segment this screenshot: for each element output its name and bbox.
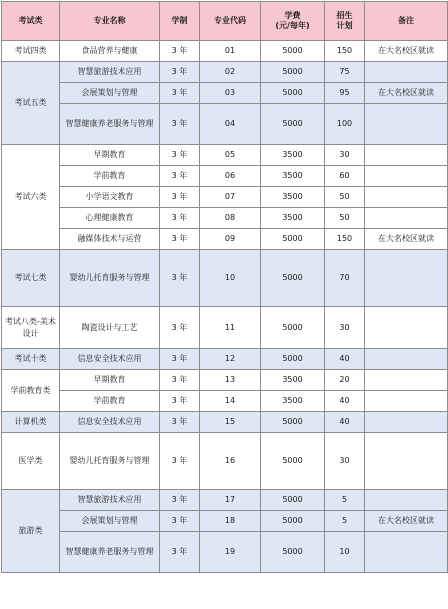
plan-cell: 40 [325, 412, 365, 433]
note-cell [365, 412, 448, 433]
category-cell: 考试六类 [2, 145, 60, 250]
major-cell: 智慧旅游技术应用 [60, 62, 160, 83]
note-cell: 在大名校区就读 [365, 511, 448, 532]
code-cell: 06 [200, 166, 261, 187]
plan-cell: 5 [325, 511, 365, 532]
duration-cell: 3 年 [160, 307, 200, 349]
duration-cell: 3 年 [160, 83, 200, 104]
code-cell: 13 [200, 370, 261, 391]
note-cell [365, 433, 448, 490]
table-row [2, 208, 448, 229]
header-duration: 学制 [160, 2, 200, 41]
table-row [2, 83, 448, 104]
header-row [2, 2, 448, 41]
code-cell: 14 [200, 391, 261, 412]
major-cell: 智慧健康养老服务与管理 [60, 104, 160, 145]
duration-cell: 3 年 [160, 349, 200, 370]
note-cell [365, 166, 448, 187]
code-cell: 01 [200, 41, 261, 62]
fee-cell: 3500 [261, 166, 325, 187]
table-row [2, 41, 448, 62]
category-cell: 医学类 [2, 433, 60, 490]
note-cell [365, 370, 448, 391]
duration-cell: 3 年 [160, 391, 200, 412]
note-cell [365, 104, 448, 145]
fee-cell: 5000 [261, 83, 325, 104]
major-cell: 食品营养与健康 [60, 41, 160, 62]
major-cell: 信息安全技术应用 [60, 412, 160, 433]
duration-cell: 3 年 [160, 187, 200, 208]
plan-cell: 10 [325, 532, 365, 573]
note-cell: 在大名校区就读 [365, 83, 448, 104]
note-cell [365, 187, 448, 208]
note-cell [365, 250, 448, 307]
major-cell: 早期教育 [60, 145, 160, 166]
fee-cell: 3500 [261, 187, 325, 208]
category-cell: 学前教育类 [2, 370, 60, 412]
major-cell: 小学语文教育 [60, 187, 160, 208]
header-category: 考试类 [2, 2, 60, 41]
category-cell: 考试八类-美术设计 [2, 307, 60, 349]
table-row [2, 145, 448, 166]
major-cell: 心理健康教育 [60, 208, 160, 229]
duration-cell: 3 年 [160, 62, 200, 83]
duration-cell: 3 年 [160, 229, 200, 250]
major-cell: 婴幼儿托育服务与管理 [60, 250, 160, 307]
header-fee [261, 2, 325, 41]
fee-cell: 5000 [261, 412, 325, 433]
code-cell: 03 [200, 83, 261, 104]
plan-cell: 5 [325, 490, 365, 511]
fee-cell: 5000 [261, 62, 325, 83]
table-row [2, 532, 448, 573]
fee-cell: 5000 [261, 532, 325, 573]
table-row [2, 349, 448, 370]
duration-cell: 3 年 [160, 41, 200, 62]
plan-cell: 75 [325, 62, 365, 83]
fee-cell: 3500 [261, 145, 325, 166]
header-major: 专业名称 [60, 2, 160, 41]
plan-cell: 100 [325, 104, 365, 145]
plan-cell: 30 [325, 145, 365, 166]
code-cell: 02 [200, 62, 261, 83]
plan-cell: 30 [325, 433, 365, 490]
note-cell [365, 208, 448, 229]
plan-cell: 60 [325, 166, 365, 187]
duration-cell: 3 年 [160, 370, 200, 391]
note-cell [365, 62, 448, 83]
plan-cell: 30 [325, 307, 365, 349]
category-cell: 考试五类 [2, 62, 60, 145]
enrollment-table [1, 1, 448, 573]
note-cell [365, 490, 448, 511]
fee-cell: 5000 [261, 229, 325, 250]
code-cell: 16 [200, 433, 261, 490]
duration-cell: 3 年 [160, 250, 200, 307]
table-row [2, 166, 448, 187]
plan-cell: 50 [325, 187, 365, 208]
duration-cell: 3 年 [160, 104, 200, 145]
duration-cell: 3 年 [160, 145, 200, 166]
table-row [2, 490, 448, 511]
header-code: 专业代码 [200, 2, 261, 41]
duration-cell: 3 年 [160, 490, 200, 511]
major-cell: 早期教育 [60, 370, 160, 391]
fee-cell: 3500 [261, 370, 325, 391]
major-cell: 婴幼儿托育服务与管理 [60, 433, 160, 490]
plan-cell: 40 [325, 391, 365, 412]
plan-cell: 20 [325, 370, 365, 391]
category-cell: 旅游类 [2, 490, 60, 573]
note-cell [365, 349, 448, 370]
code-cell: 08 [200, 208, 261, 229]
fee-cell: 5000 [261, 511, 325, 532]
table-row [2, 412, 448, 433]
code-cell: 18 [200, 511, 261, 532]
duration-cell: 3 年 [160, 511, 200, 532]
code-cell: 11 [200, 307, 261, 349]
major-cell: 陶瓷设计与工艺 [60, 307, 160, 349]
major-cell: 会展策划与管理 [60, 511, 160, 532]
plan-cell: 40 [325, 349, 365, 370]
code-cell: 09 [200, 229, 261, 250]
major-cell: 学前教育 [60, 391, 160, 412]
duration-cell: 3 年 [160, 208, 200, 229]
fee-cell: 5000 [261, 41, 325, 62]
header-fee-line1: 学费 [284, 11, 301, 20]
table-row [2, 104, 448, 145]
fee-cell: 5000 [261, 490, 325, 511]
plan-cell: 50 [325, 208, 365, 229]
category-cell: 考试十类 [2, 349, 60, 370]
code-cell: 17 [200, 490, 261, 511]
code-cell: 15 [200, 412, 261, 433]
plan-cell: 70 [325, 250, 365, 307]
category-cell: 考试四类 [2, 41, 60, 62]
table-row [2, 511, 448, 532]
plan-cell: 150 [325, 229, 365, 250]
plan-cell: 150 [325, 41, 365, 62]
plan-cell: 95 [325, 83, 365, 104]
fee-cell: 3500 [261, 391, 325, 412]
major-cell: 智慧健康养老服务与管理 [60, 532, 160, 573]
major-cell: 会展策划与管理 [60, 83, 160, 104]
table-row [2, 229, 448, 250]
table-row [2, 391, 448, 412]
table-row [2, 187, 448, 208]
code-cell: 04 [200, 104, 261, 145]
header-plan-line1: 招生 [336, 11, 353, 20]
major-cell: 学前教育 [60, 166, 160, 187]
category-cell: 计算机类 [2, 412, 60, 433]
category-cell: 考试七类 [2, 250, 60, 307]
fee-cell: 5000 [261, 349, 325, 370]
major-cell: 信息安全技术应用 [60, 349, 160, 370]
header-plan-line2: 计划 [336, 21, 353, 30]
fee-cell: 5000 [261, 433, 325, 490]
table-row [2, 370, 448, 391]
table-row [2, 250, 448, 307]
fee-cell: 3500 [261, 208, 325, 229]
note-cell [365, 391, 448, 412]
duration-cell: 3 年 [160, 412, 200, 433]
note-cell [365, 307, 448, 349]
table-row [2, 433, 448, 490]
header-fee-line2: (元/每年) [275, 21, 310, 30]
fee-cell: 5000 [261, 104, 325, 145]
note-cell: 在大名校区就读 [365, 229, 448, 250]
duration-cell: 3 年 [160, 532, 200, 573]
header-note: 备注 [365, 2, 448, 41]
code-cell: 19 [200, 532, 261, 573]
table-row [2, 307, 448, 349]
code-cell: 12 [200, 349, 261, 370]
table-row [2, 62, 448, 83]
header-plan [325, 2, 365, 41]
major-cell: 融媒体技术与运营 [60, 229, 160, 250]
code-cell: 07 [200, 187, 261, 208]
note-cell [365, 532, 448, 573]
code-cell: 05 [200, 145, 261, 166]
major-cell: 智慧旅游技术应用 [60, 490, 160, 511]
note-cell [365, 145, 448, 166]
duration-cell: 3 年 [160, 433, 200, 490]
note-cell: 在大名校区就读 [365, 41, 448, 62]
code-cell: 10 [200, 250, 261, 307]
duration-cell: 3 年 [160, 166, 200, 187]
fee-cell: 5000 [261, 250, 325, 307]
fee-cell: 5000 [261, 307, 325, 349]
